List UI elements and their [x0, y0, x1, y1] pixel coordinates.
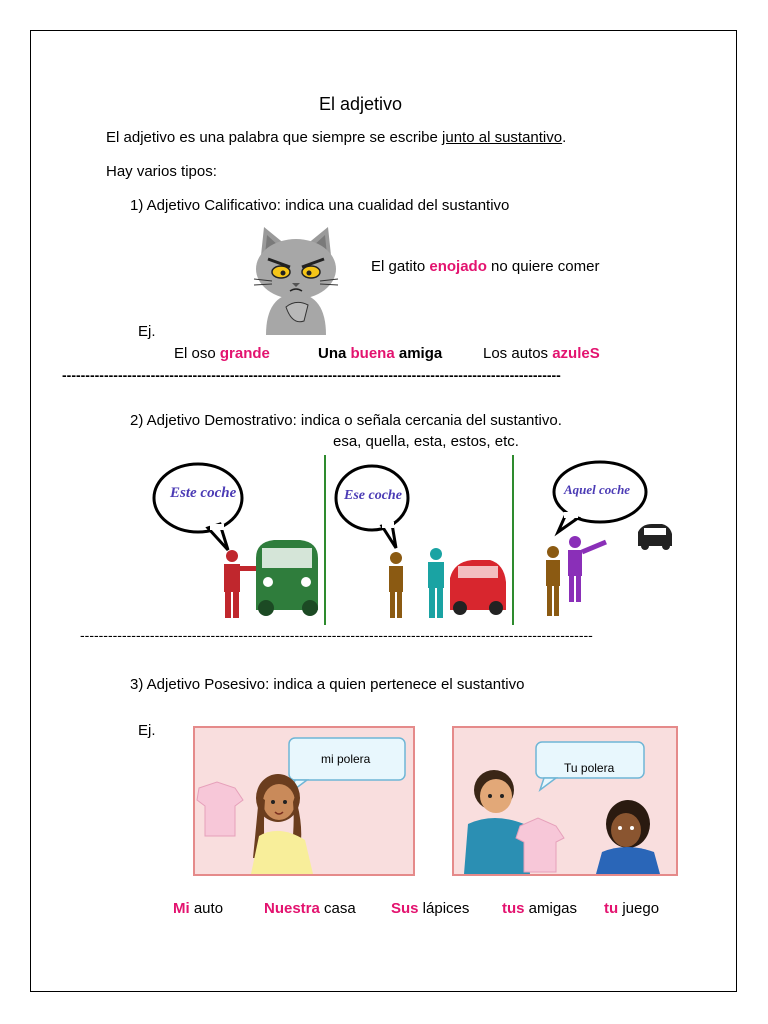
example-1-adj: grande [219, 345, 270, 362]
possessive-example-2 [264, 900, 356, 917]
intro-after: . [562, 129, 567, 146]
example-2-before: Una [318, 345, 351, 362]
divider-1: ----------------------------------------------------------------------------------------------------------- [62, 367, 561, 383]
possessive-example-2-adj: Nuestra [264, 900, 320, 917]
demonstrative-scene-1 [150, 458, 320, 618]
possessive-example-5-noun: juego [618, 900, 660, 917]
types-intro: Hay varios tipos: [106, 163, 217, 180]
possessive-example-3-adj: Sus [391, 900, 419, 917]
cat-sentence-after: no quiere comer [486, 258, 600, 275]
panel-separator-2 [512, 455, 514, 625]
possessive-example-1 [173, 900, 223, 917]
divider-2: -------------------------------------------------------------------------------------------------------------- [80, 627, 593, 643]
possessive-example-2-noun: casa [319, 900, 356, 917]
bubble-mi-polera: mi polera [321, 752, 371, 766]
cat-sentence-adj: enojado [429, 258, 487, 275]
possessive-example-4-noun: amigas [524, 900, 578, 917]
possessive-example-4 [502, 900, 577, 917]
possessive-scene-2-art [454, 728, 678, 874]
section2-heading: 2) Adjetivo Demostrativo: indica o señala cercania del sustantivo. [130, 412, 562, 429]
possessive-example-5-adj: tu [604, 900, 619, 917]
section3-ej: Ej. [138, 722, 156, 739]
possessive-example-5 [604, 900, 659, 917]
page-title: El adjetivo [319, 94, 403, 114]
bubble-tu-polera: Tu polera [564, 761, 615, 775]
example-2-after: amiga [394, 345, 443, 362]
example-2-adj: buena [350, 345, 395, 362]
bubble-este-coche: Este coche [170, 485, 237, 501]
example-3-adj: azuleS [552, 345, 600, 362]
possessive-scene-2 [452, 726, 678, 876]
angry-cat-illustration [246, 225, 346, 335]
cat-sentence-before: El gatito [371, 258, 430, 275]
intro-text [106, 129, 566, 146]
panel-separator-1 [324, 455, 326, 625]
intro-before: El adjetivo es una palabra que siempre se escribe [106, 129, 443, 146]
cat-sentence [371, 258, 599, 275]
example-1-before: El oso [174, 345, 220, 362]
possessive-example-3 [391, 900, 469, 917]
example-3 [483, 345, 600, 362]
possessive-example-1-noun: auto [189, 900, 224, 917]
possessive-scene-1 [193, 726, 415, 876]
demonstrative-scene-2 [332, 458, 507, 618]
possessive-example-3-noun: lápices [418, 900, 470, 917]
section3-heading: 3) Adjetivo Posesivo: indica a quien pertenece el sustantivo [130, 676, 525, 693]
bubble-aquel-coche: Aquel coche [564, 482, 631, 497]
example-1 [174, 345, 270, 362]
possessive-example-4-adj: tus [502, 900, 525, 917]
bubble-ese-coche: Ese coche [344, 488, 402, 503]
section1-ej: Ej. [138, 323, 156, 340]
section2-subheading: esa, quella, esta, estos, etc. [333, 433, 519, 450]
section1-heading: 1) Adjetivo Calificativo: indica una cualidad del sustantivo [130, 197, 510, 214]
example-3-before: Los autos [483, 345, 553, 362]
possessive-example-1-adj: Mi [173, 900, 190, 917]
intro-underlined: junto al sustantivo [442, 129, 563, 146]
possessive-scene-1-art [195, 728, 415, 874]
example-2 [318, 345, 442, 362]
